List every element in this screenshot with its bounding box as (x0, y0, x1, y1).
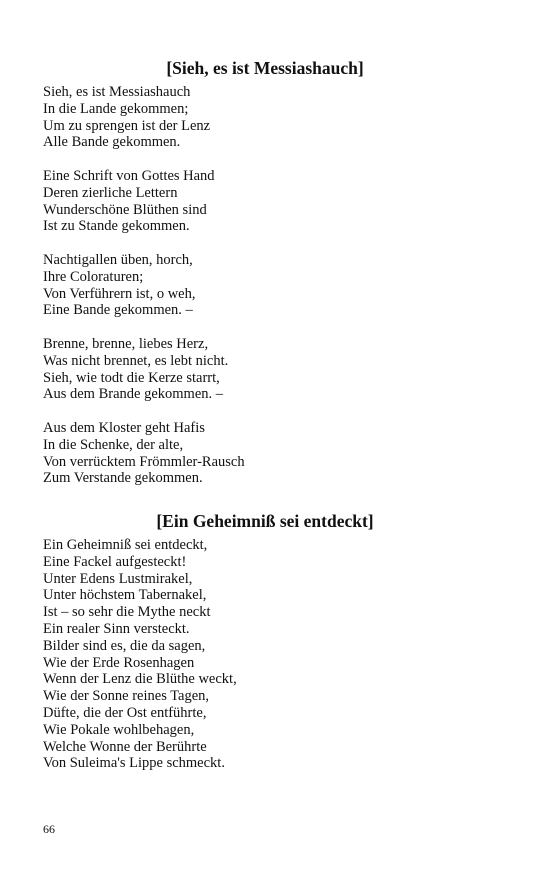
verse-line: Ein Geheimniß sei entdeckt, (43, 537, 208, 553)
verse-line: Ihre Coloraturen; (43, 268, 144, 285)
verse-line: Deren zierliche Lettern (43, 184, 178, 201)
verse-line: Nachtigallen üben, horch, (43, 252, 193, 268)
poem-title: [Ein Geheimniß sei entdeckt] (156, 511, 374, 531)
stanza (43, 168, 215, 235)
stanza (43, 252, 196, 319)
verse-line: Wenn der Lenz die Blüthe weckt, (43, 671, 237, 688)
stanza (43, 420, 245, 487)
verse-line: In die Lande gekommen; (43, 100, 189, 117)
verse-line: Aus dem Brande gekommen. – (43, 386, 224, 403)
verse-line: Um zu sprengen ist der Lenz (43, 117, 211, 134)
stanza (43, 537, 237, 772)
verse-line: Zum Verstande gekommen. (43, 470, 203, 487)
verse-line: Eine Schrift von Gottes Hand (43, 168, 215, 184)
verse-line: Bilder sind es, die da sagen, (43, 637, 206, 654)
verse-line: Brenne, brenne, liebes Herz, (43, 336, 209, 352)
page-number: 66 (43, 822, 55, 836)
stanza (43, 336, 228, 403)
poem-title: [Sieh, es ist Messiashauch] (166, 58, 364, 78)
verse-line: Wie der Erde Rosenhagen (43, 654, 195, 671)
verse-line: Was nicht brennet, es lebt nicht. (43, 352, 229, 369)
verse-line: In die Schenke, der alte, (43, 436, 184, 453)
verse-line: Wunderschöne Blüthen sind (43, 201, 207, 218)
stanza (43, 84, 210, 151)
verse-line: Ist – so sehr die Mythe neckt (43, 604, 211, 621)
verse-line: Alle Bande gekommen. (43, 134, 181, 151)
verse-line: Eine Bande gekommen. – (43, 302, 193, 319)
verse-line: Sieh, wie todt die Kerze starrt, (43, 369, 220, 386)
verse-line: Von verrücktem Frömmler-Rausch (43, 453, 245, 470)
verse-line: Unter höchstem Tabernakel, (43, 587, 207, 604)
verse-line: Unter Edens Lustmirakel, (43, 570, 193, 587)
verse-line: Wie Pokale wohlbehagen, (43, 721, 195, 738)
verse-line: Aus dem Kloster geht Hafis (43, 420, 205, 436)
verse-line: Ein realer Sinn versteckt. (43, 620, 190, 637)
verse-line: Düfte, die der Ost entführte, (43, 704, 207, 721)
verse-line: Eine Fackel aufgesteckt! (43, 553, 187, 570)
verse-line: Von Verführern ist, o weh, (43, 285, 196, 302)
verse-line: Wie der Sonne reines Tagen, (43, 688, 210, 705)
verse-line: Welche Wonne der Berührte (43, 738, 207, 755)
verse-line: Von Suleima's Lippe schmeckt. (43, 755, 225, 772)
verse-line: Ist zu Stande gekommen. (43, 218, 190, 235)
verse-line: Sieh, es ist Messiashauch (43, 84, 191, 100)
